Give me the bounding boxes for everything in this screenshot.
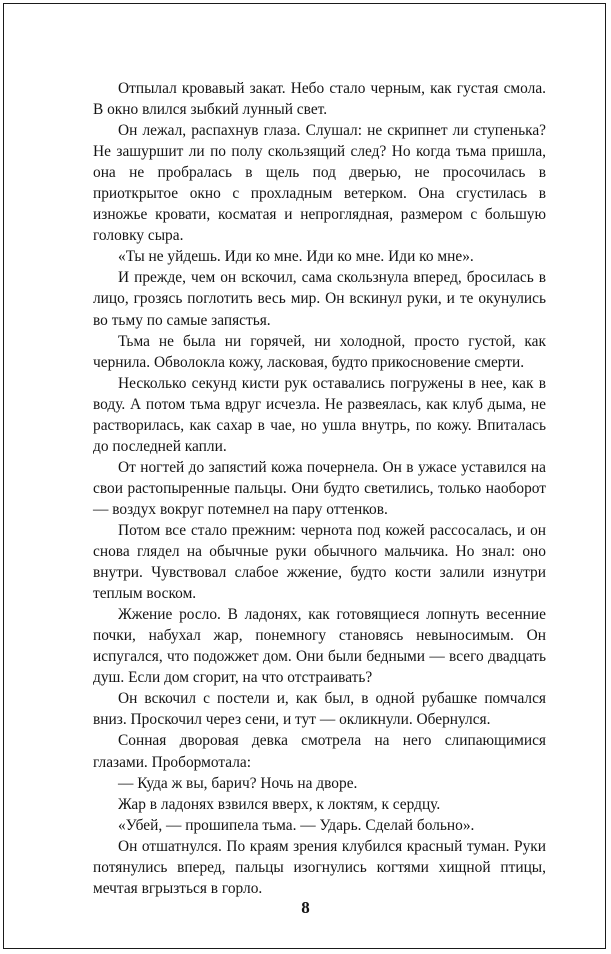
paragraph-12-dialogue: — Куда ж вы, барич? Ночь на дворе. [118,774,358,792]
paragraph-13: Жар в ладонях взвился вверх, к локтям, к сердцу. [118,795,441,813]
paragraph-9: Жжение росло. В ладонях, как готовящиеся лопнуть весенние почки, набухал жар, понемногу становясь невыносимым. Он испугался, что подожжет дом. Они были бедными — всего двадцать душ. Если дом сгорит, на что отстраивать? [93,606,546,687]
page-number: 8 [301,898,310,917]
paragraph-15: Он отшатнулся. По краям зрения клубился красный туман. Руки потянулись вперед, пальцы изогнулись когтями хищной птицы, мечтая вгрызться в горло. [93,837,546,897]
body-text [93,78,546,899]
paragraph-2: Он лежал, распахнув глаза. Слушал: не скрипнет ли ступенька? Не зашуршит ли по полу скользящий след? Но когда тьма пришла, она не пробралась в щель под дверью, не просочилась в приоткрытое окно с прохладным ветерком. Она сгустилась в изножье кровати, косматая и непроглядная, размером с большую головку сыра. [93,122,546,245]
paragraph-14: «Убей, — прошипела тьма. — Ударь. Сделай больно». [118,816,475,834]
paragraph-7: От ногтей до запястий кожа почернела. Он в ужасе уставился на свои растопыренные пальцы. Они будто светились, только наоборот — воздух вокруг потемнел на пару оттенков. [93,458,546,518]
paragraph-8: Потом все стало прежним: чернота под кожей рассосалась, и он снова глядел на обычные руки обычного мальчика. Но знал: оно внутри. Чувствовал слабое жжение, будто кости залили изнутри теплым воском. [93,521,546,603]
paragraph-11: Сонная дворовая девка смотрела на него слипающимися глазами. Пробормотала: [93,732,546,771]
paragraph-10: Он вскочил с постели и, как был, в одной рубашке помчался вниз. Проскочил через сени, и тут — окликнули. Обернулся. [93,690,546,729]
paragraph-1: Отпылал кровавый закат. Небо стало черным, как густая смола. В окно влился зыбкий лунный свет. [93,80,546,119]
paragraph-4: И прежде, чем он вскочил, сама скользнула вперед, бросилась в лицо, грозясь поглотить весь мир. Он вскинул руки, и те окунулись во тьму по самые запястья. [93,269,546,329]
paragraph-5: Тьма не была ни горячей, ни холодной, просто густой, как чернила. Обволокла кожу, ласковая, будто прикосновение смерти. [93,332,546,371]
paragraph-6: Несколько секунд кисти рук оставались погружены в нее, как в воду. А потом тьма вдруг исчезла. Не развеялась, как клуб дыма, не растворилась, как сахар в чае, но ушла внутрь, по кожу. Впиталась до последней капли. [93,374,546,455]
paragraph-3: «Ты не уйдешь. Иди ко мне. Иди ко мне. Иди ко мне». [118,248,474,266]
